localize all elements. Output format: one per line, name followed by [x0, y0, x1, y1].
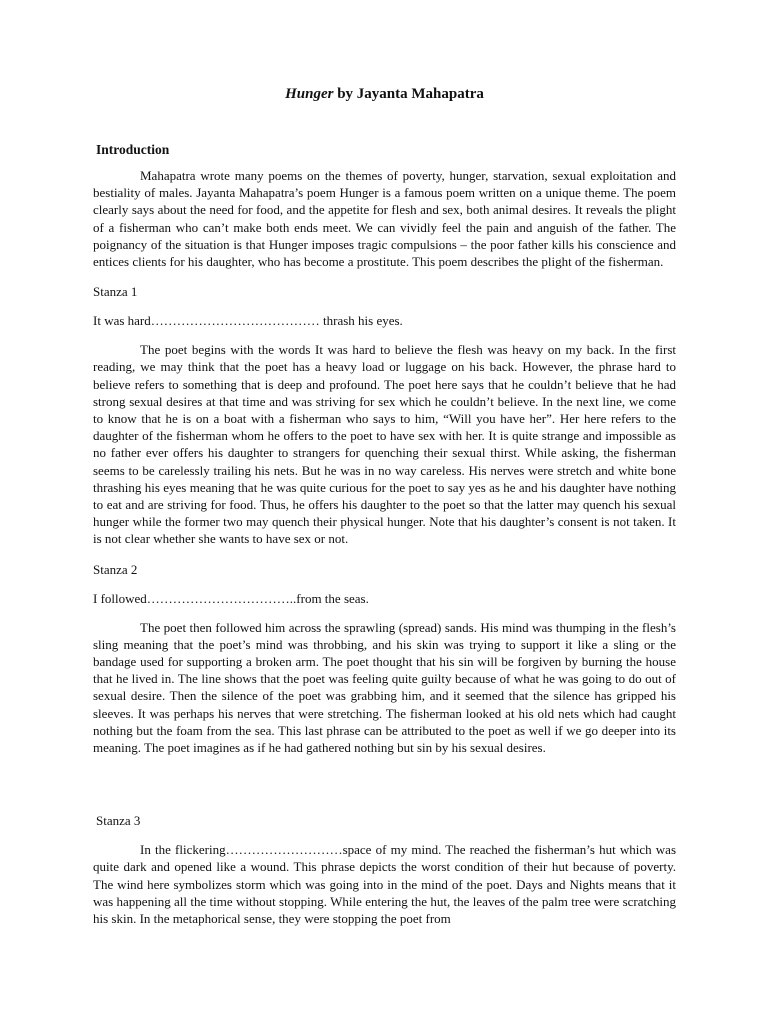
introduction-paragraph: Mahapatra wrote many poems on the themes of poverty, hunger, starvation, sexual exploitation and bestiality of males. Jayanta Mahapatra’s poem Hunger is a famous poem written on a unique theme. The poem clearly says about the need for food, and the appetite for flesh and sex, both animal desires. It reveals the plight of a fisherman who can’t make both ends meet. We can vividly feel the pain and anguish of the father. The poignancy of the situation is that Hunger imposes tragic compulsions – the poor father kills his conscience and entices clients for his daughter, who has become a prostitute. This poem describes the plight of the fisherman.: [93, 168, 676, 270]
stanza-2-label: Stanza 2: [93, 561, 138, 577]
document-title: [93, 86, 676, 103]
stanza-1-line: It was hard………………………………… thrash his eyes.: [93, 313, 403, 329]
section-gap: [93, 769, 676, 812]
stanza-1-paragraph: The poet begins with the words It was hard to believe the flesh was heavy on my back. In the first reading, we may think that the poet has a heavy load or luggage on his back. However, the phrase hard to believe refers to something that is deep and profound. The poet here says that he couldn’t believe that he had strong sexual desires at that time and was striving for sex which he couldn’t believe. In the next line, we come to know that he is on a boat with a fisherman who says to him, “Will you have her”. Her here refers to the daughter of the fisherman whom he offers to the poet to have sex with her. It is quite strange and impossible as no father ever offers his daughter to strangers for quenching their sexual thirst. While asking, the fisherman seems to be carelessly trailing his nets. But he was in no way careless. His nerves were stretch and white bone thrashing his eyes meaning that he was quite curious for the poet to say yes as he and his daughter have nothing to eat and are striving for food. Thus, he offers his daughter to the poet so that the latter may quench his sexual hunger while the former two may quench their physical hunger. Note that his daughter’s consent is not taken. It is not clear whether she wants to have sex or not.: [93, 342, 676, 547]
stanza-3-label: Stanza 3: [96, 813, 141, 829]
stanza-2-line: I followed……………………………..from the seas.: [93, 590, 369, 606]
stanza-3-paragraph: In the flickering………………………space of my mind. The reached the fisherman’s hut which was quite dark and opened like a wound. This phrase depicts the worst condition of their hut because of poverty. The wind here symbolizes storm which was going into in the mind of the poet. Days and Nights means that it was happening all the time without stopping. While entering the hut, the leaves of the palm tree were scratching his skin. In the metaphorical sense, they were stopping the poet from: [93, 842, 676, 927]
stanza-2-paragraph: The poet then followed him across the sprawling (spread) sands. His mind was thumping in the flesh’s sling meaning that the poet’s mind was throbbing, and his skin was trying to support it like a sling or the bandage used for supporting a broken arm. The poet thought that his sin will be forgiven by burning the house that he lived in. The line shows that the poet was feeling quite guilty because of what he was going to do out of sexual desire. Then the silence of the poet was grabbing him, and it seemed that the silence has gripped his sleeves. It was perhaps his nerves that were stretching. The fisherman looked at his old nets which had caught nothing but the foam from the sea. This last phrase can be attributed to the poet as well if we go deeper into its meaning. The poet imagines as if he had gathered nothing but sin by his sexual desires.: [93, 619, 676, 756]
title-italic: Hunger: [285, 86, 334, 102]
stanza-1-label: Stanza 1: [93, 284, 138, 300]
title-rest: by Jayanta Mahapatra: [333, 86, 484, 102]
introduction-heading: Introduction: [96, 142, 170, 157]
